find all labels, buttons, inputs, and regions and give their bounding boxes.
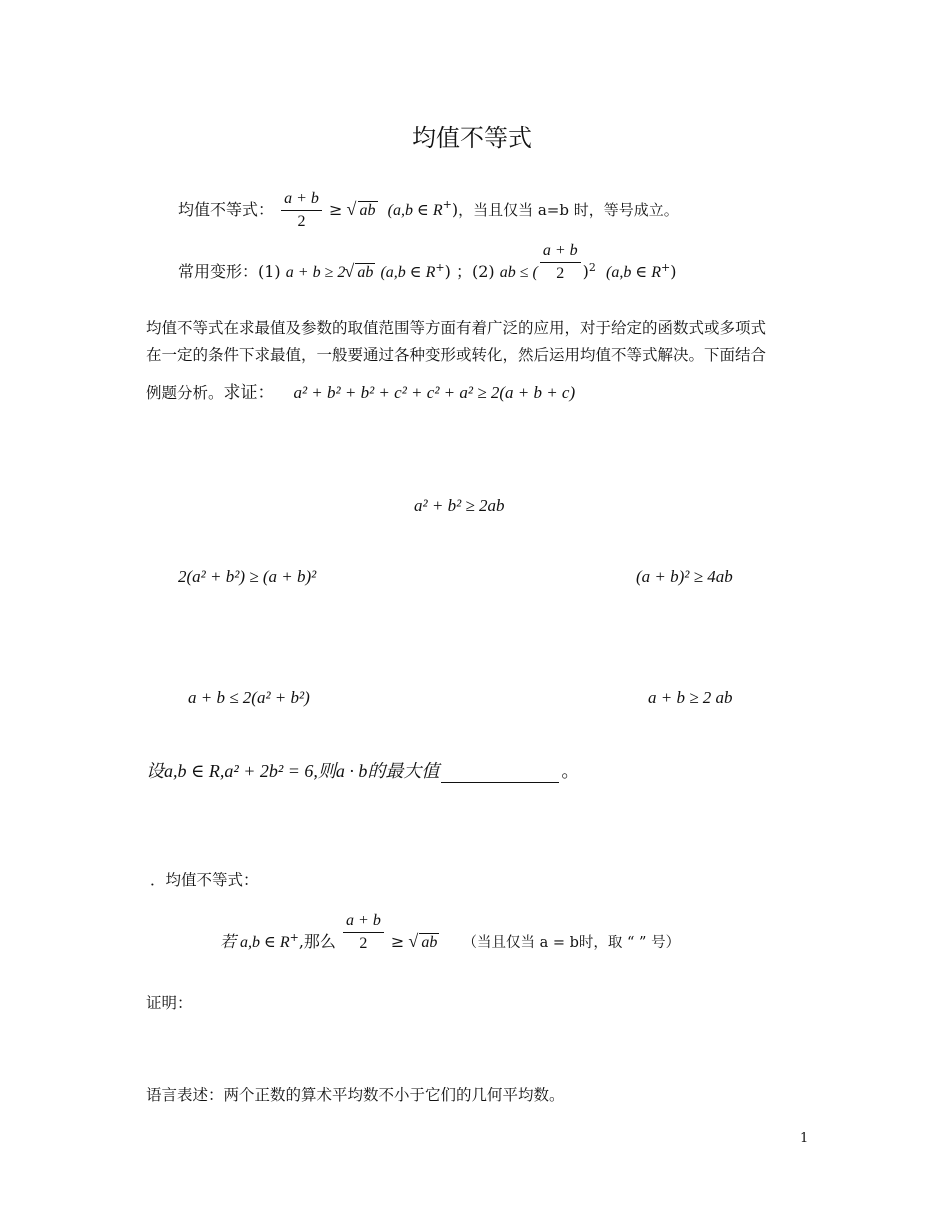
variant-expression-1: a + b ≥ 2	[285, 264, 346, 281]
statement-prefix: 若 a,b ∈ R	[220, 934, 290, 951]
formula-1: a² + b² ≥ 2ab	[414, 496, 505, 515]
fraction-numerator: a + b	[540, 242, 581, 263]
superscript: +	[289, 931, 299, 944]
condition: (a,b ∈ R	[387, 202, 443, 219]
fraction-numerator: a + b	[281, 190, 322, 211]
fraction	[540, 242, 581, 283]
proof-expression: a² + b² + b² + c² + c² + a² ≥ 2(a + b + c)	[293, 383, 576, 402]
close-paren: )	[451, 200, 459, 219]
formula-5: a + b ≥ 2 ab	[648, 688, 733, 707]
formula-3: (a + b)² ≥ 4ab	[636, 567, 733, 586]
sqrt-expression: √ ab	[355, 263, 375, 282]
geq-sign: ≥	[329, 200, 343, 219]
paragraph-line-1: 均值不等式在求最值及参数的取值范围等方面有着广泛的应用，对于给定的函数式或多项式	[146, 319, 767, 337]
fraction-numerator: a + b	[343, 912, 384, 933]
separator: ；(2)	[455, 262, 495, 281]
prove-label: 求证：	[223, 383, 275, 403]
sqrt-expression: √ ab	[419, 933, 439, 952]
question	[146, 757, 579, 783]
theorem-statement	[220, 912, 680, 953]
formula-4: a + b ≤ 2(a² + b²)	[188, 688, 310, 707]
superscript: +	[661, 261, 671, 274]
answer-blank[interactable]	[441, 768, 559, 783]
intro-line-1	[178, 190, 679, 231]
fraction-denominator: 2	[359, 935, 368, 952]
fraction	[281, 190, 322, 231]
intro-line-2	[178, 242, 676, 283]
sqrt-expression: √ ab	[358, 201, 378, 220]
close-paren: )	[444, 262, 451, 281]
superscript: +	[442, 198, 452, 211]
condition: (a,b ∈ R	[380, 264, 436, 281]
language-statement: 语言表述：两个正数的算术平均数不小于它们的几何平均数。	[146, 1086, 565, 1104]
close-paren: )	[670, 262, 677, 281]
paragraph-line-2: 在一定的条件下求最值，一般要通过各种变形或转化，然后运用均值不等式解决。下面结合	[146, 346, 767, 364]
superscript: +	[435, 261, 445, 274]
close-paren: )	[582, 262, 589, 281]
condition: (a,b ∈ R	[606, 264, 661, 281]
superscript: 2	[588, 261, 596, 274]
page-number: 1	[800, 1131, 809, 1146]
formula-2: 2(a² + b²) ≥ (a + b)²	[178, 567, 317, 586]
intro-tail: ，当且仅当 a=b 时，等号成立。	[458, 201, 679, 219]
page-title: 均值不等式	[412, 124, 532, 152]
fraction-denominator: 2	[556, 265, 565, 282]
variant-label: 常用变形：(1)	[178, 262, 281, 281]
paragraph-tail: 例题分析。	[146, 384, 224, 402]
paragraph-line-3	[146, 378, 575, 403]
question-end: 。	[561, 761, 580, 782]
variant-expression-2: ab ≤ (	[499, 264, 538, 281]
intro-label: 均值不等式：	[178, 200, 275, 219]
statement-mid: ,那么	[298, 932, 336, 951]
section-heading: ．均值不等式：	[150, 871, 259, 889]
geq-sign: ≥	[390, 932, 405, 951]
fraction	[343, 912, 384, 953]
proof-label: 证明：	[146, 994, 193, 1012]
statement-note: （当且仅当 a = b时，取 “ ” 号）	[462, 935, 681, 951]
question-text: 设a,b ∈ R,a² + 2b² = 6,则a · b的最大值	[146, 761, 440, 781]
fraction-denominator: 2	[297, 213, 306, 230]
